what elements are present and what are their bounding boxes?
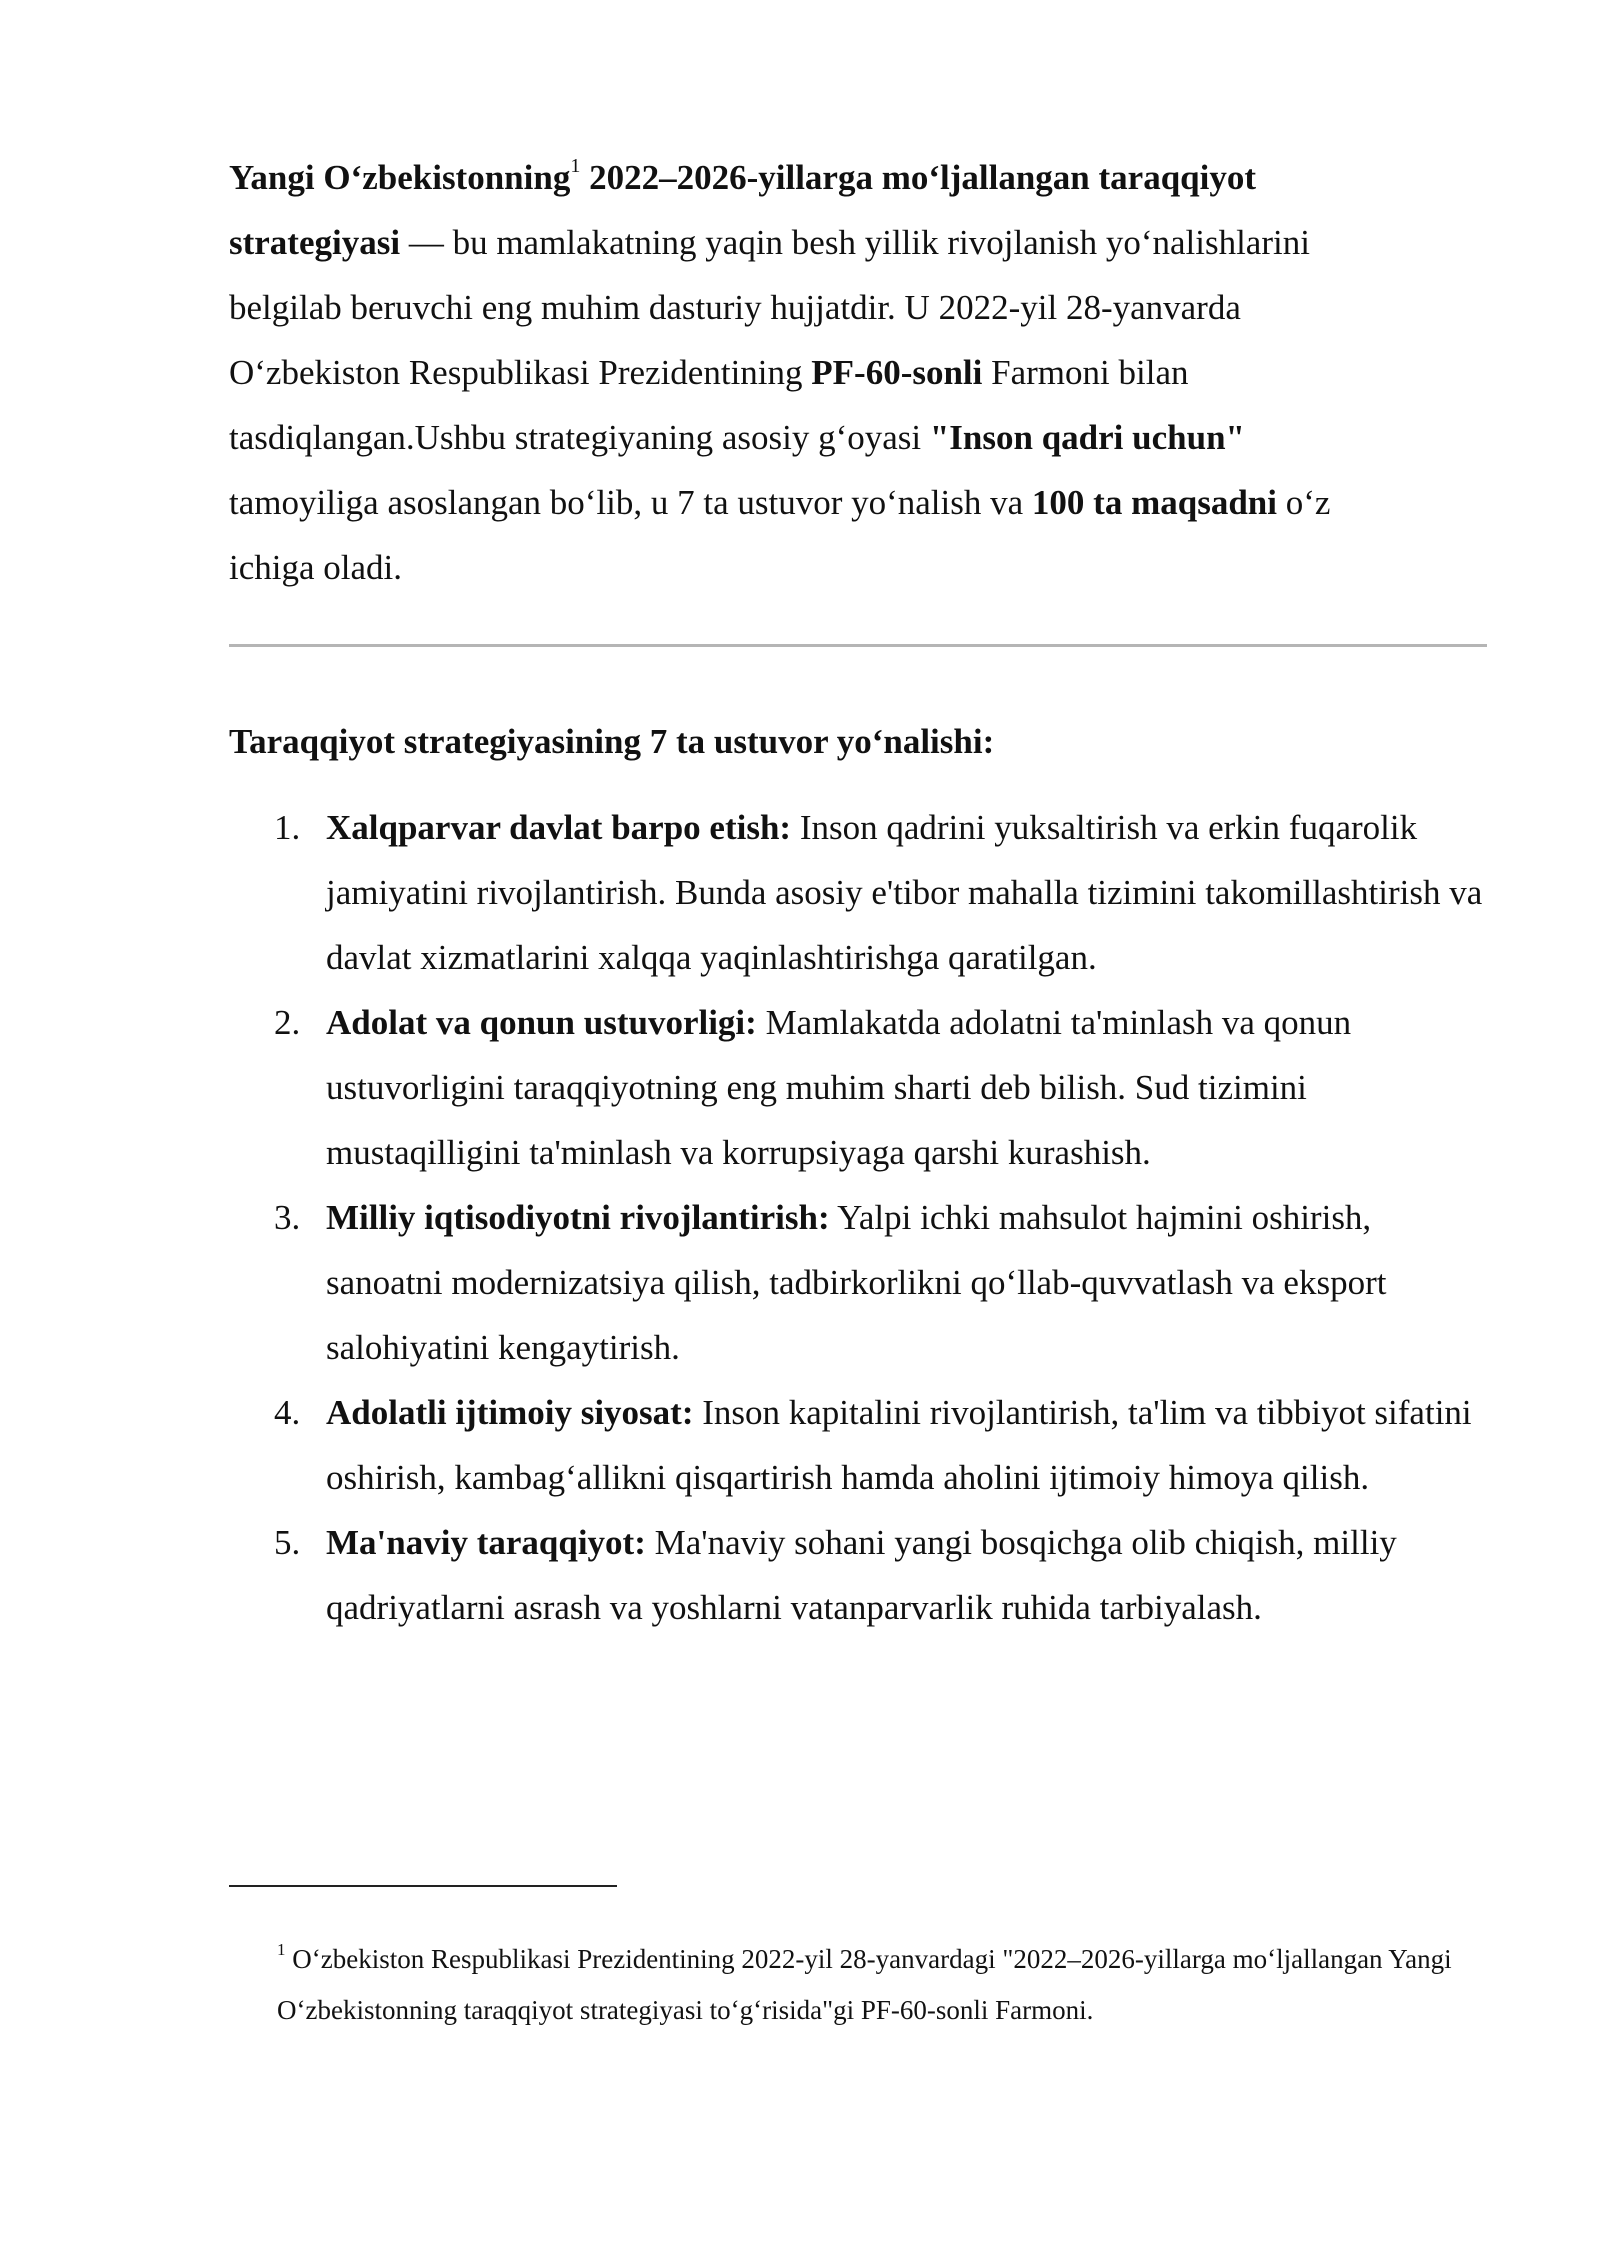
list-item [274,795,1494,990]
list-item [274,1380,1494,1510]
list-item-heading: Milliy iqtisodiyotni rivojlantirish: [326,1198,830,1237]
footnote [277,1934,1457,2036]
intro-paragraph [229,145,1399,600]
list-item-heading: Xalqparvar davlat barpo etish: [326,808,792,847]
section-heading: Taraqqiyot strategiyasining 7 ta ustuvor yo‘nalishi: [229,722,995,761]
intro-text-3: tamoyiliga asoslangan bo‘lib, u 7 ta ustuvor yo‘nalish va [229,483,1032,522]
intro-text-4: o‘z ichiga oladi. [229,483,1331,587]
footnote-marker: 1 [277,1940,286,1959]
strategy-title-part2: 2022–2026-yillarga mo‘ljallangan taraqqiyot strategiyasi [229,158,1257,262]
footnote-separator [229,1885,617,1887]
decree-number: PF-60-sonli [811,353,983,392]
list-item [274,990,1494,1185]
main-idea: "Inson qadri uchun" [929,418,1245,457]
list-item [274,1185,1494,1380]
list-item-text: Inson qadrini yuksaltirish va erkin fuqarolik jamiyatini rivojlantirish. Bunda asosiy e'tibor mahalla tizimini takomillashtirish va davlat xizmatlarini xalqqa yaqinlashtirishga qaratilgan. [326,808,1483,977]
list-item-heading: Ma'naviy taraqqiyot: [326,1523,646,1562]
list-item-number: 1. [274,808,301,847]
footnote-text: O‘zbekiston Respublikasi Prezidentining 2022-yil 28-yanvardagi "2022–2026-yillarga mo‘ljallangan Yangi O‘zbekistonning taraqqiyot strategiyasi to‘g‘risida"gi PF-60-sonli Farmoni. [277,1944,1452,2025]
intro-text-2: Farmoni bilan tasdiqlangan.Ushbu strategiyaning asosiy g‘oyasi [229,353,1189,457]
list-item-heading: Adolatli ijtimoiy siyosat: [326,1393,694,1432]
list-item-number: 4. [274,1393,301,1432]
list-item-number: 5. [274,1523,301,1562]
footnote-reference[interactable]: 1 [570,155,581,178]
list-item-number: 3. [274,1198,301,1237]
list-item [274,1510,1494,1640]
strategy-title-part1: Yangi O‘zbekistonning [229,158,571,197]
list-item-text: Inson kapitalini rivojlantirish, ta'lim va tibbiyot sifatini oshirish, kambag‘allikni qisqartirish hamda aholini ijtimoiy himoya qilish. [326,1393,1472,1497]
goals-count: 100 ta maqsadni [1031,483,1277,522]
list-item-text: Ma'naviy sohani yangi bosqichga olib chiqish, milliy qadriyatlarni asrash va yoshlarni vatanparvarlik ruhida tarbiyalash. [326,1523,1397,1627]
list-item-heading: Adolat va qonun ustuvorligi: [326,1003,757,1042]
horizontal-divider [229,644,1487,647]
directions-list [274,795,1494,1640]
list-item-number: 2. [274,1003,301,1042]
list-item-text: Mamlakatda adolatni ta'minlash va qonun ustuvorligini taraqqiyotning eng muhim sharti deb bilish. Sud tizimini mustaqilligini ta'minlash va korrupsiyaga qarshi kurashish. [326,1003,1352,1172]
list-item-text: Yalpi ichki mahsulot hajmini oshirish, sanoatni modernizatsiya qilish, tadbirkorlikni qo‘llab-quvvatlash va eksport salohiyatini kengaytirish. [326,1198,1387,1367]
intro-text-1: — bu mamlakatning yaqin besh yillik rivojlanish yo‘nalishlarini belgilab beruvchi eng muhim dasturiy hujjatdir. U 2022-yil 28-yanvarda O‘zbekiston Respublikasi Prezidentining [229,223,1310,392]
